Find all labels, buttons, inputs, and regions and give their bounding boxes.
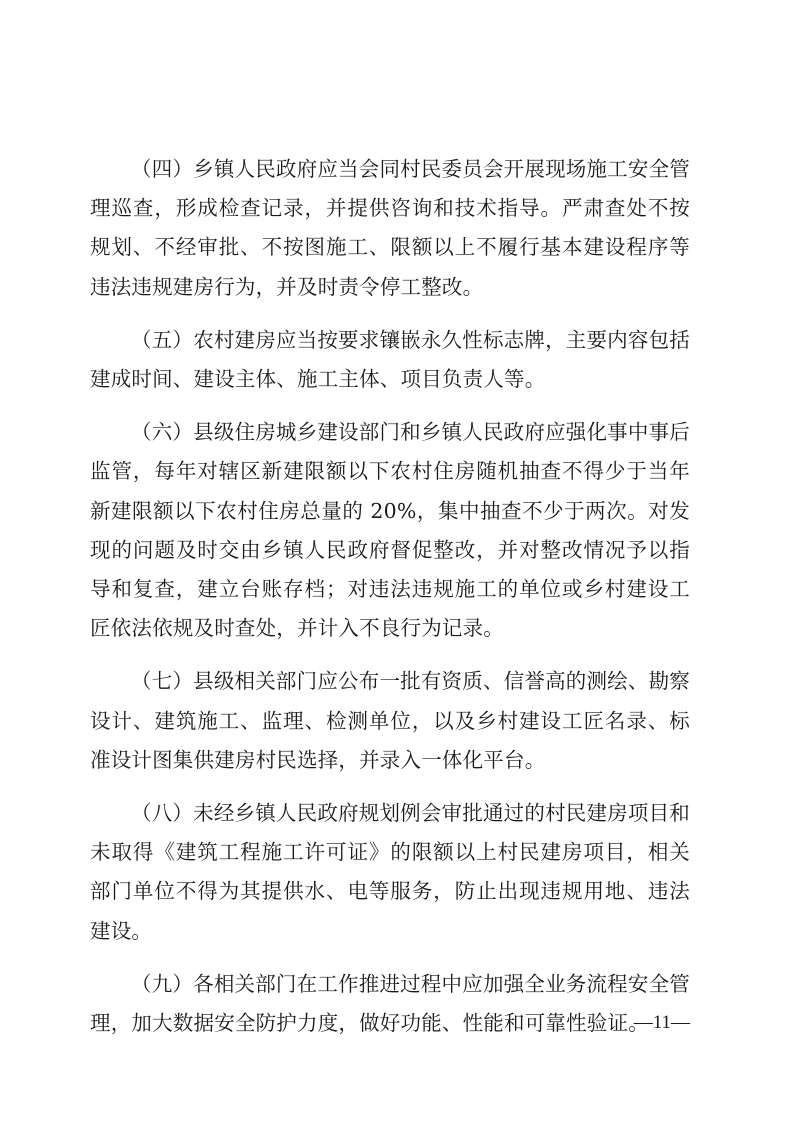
paragraph-6: （六）县级住房城乡建设部门和乡镇人民政府应强化事中事后监管，每年对辖区新建限额以下农村住房随机抽查不得少于当年新建限额以下农村住房总量的 20%，集中抽查不少于两次。对发现的问题及时交由乡镇人民政府督促整改，并对整改情况予以指导和复查，建立台账存档；对违法违规施工的单位或乡村建设工匠依法依规及时查处，并计入不良行为记录。 [90, 420, 690, 641]
paragraph-5: （五）农村建房应当按要求镶嵌永久性标志牌，主要内容包括建成时间、建设主体、施工主体、项目负责人等。 [90, 327, 690, 392]
paragraph-9: （九）各相关部门在工作推进过程中应加强全业务流程安全管理，加大数据安全防护力度，做好功能、性能和可靠性验证。 [90, 971, 690, 1036]
document-body [90, 150, 690, 1057]
page-number: —11— [633, 1012, 690, 1033]
paragraph-7: （七）县级相关部门应公布一批有资质、信誉高的测绘、勘察设计、建筑施工、监理、检测单位，以及乡村建设工匠名录、标准设计图集供建房村民选择，并录入一体化平台。 [90, 669, 690, 772]
paragraph-8: （八）未经乡镇人民政府规划例会审批通过的村民建房项目和未取得《建筑工程施工许可证》的限额以上村民建房项目，相关部门单位不得为其提供水、电等服务，防止出现违规用地、违法建设。 [90, 801, 690, 943]
paragraph-4: （四）乡镇人民政府应当会同村民委员会开展现场施工安全管理巡查，形成检查记录，并提供咨询和技术指导。严肃查处不按规划、不经审批、不按图施工、限额以上不履行基本建设程序等违法违规建房行为，并及时责令停工整改。 [90, 157, 690, 299]
